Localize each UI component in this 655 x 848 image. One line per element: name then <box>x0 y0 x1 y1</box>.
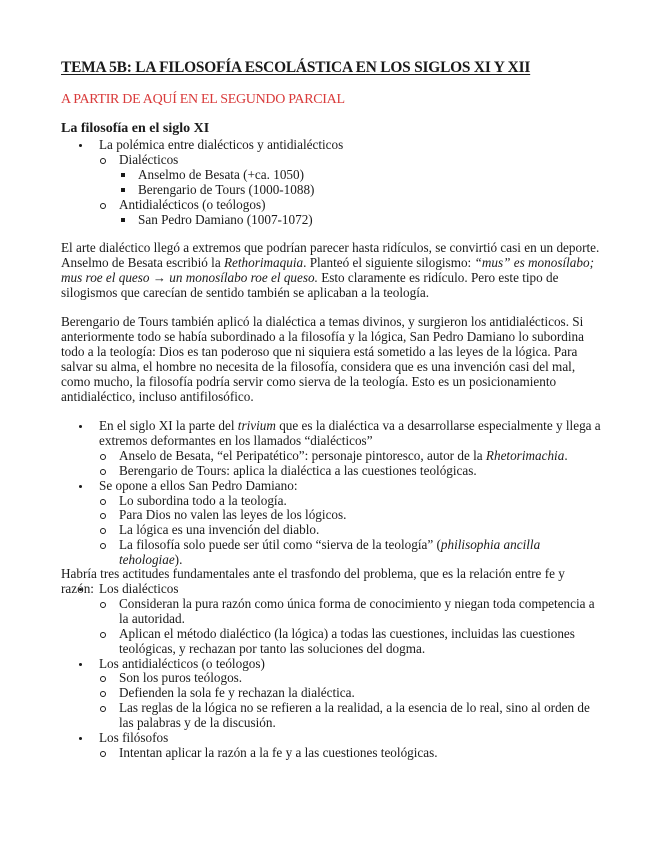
list-item-text: San Pedro Damiano (1007-1072) <box>138 211 313 227</box>
list-item <box>61 213 601 228</box>
italic-text: philisophia ancilla tehologiae <box>119 537 541 568</box>
list-item-text: Defienden la sola fe y rechazan la dialéctica. <box>119 685 355 701</box>
list-item <box>61 582 601 597</box>
list-item <box>61 731 601 746</box>
list-item <box>61 138 601 153</box>
paragraph-2: Berengario de Tours también aplicó la dialéctica a temas divinos, y surgieron los antidialécticos. Si anteriormente todo se había subordinado a la filosofía y la lógica, San Pedro Damiano lo subordina todo a la teología: Dios es tan poderoso que ni siquiera está sometido a las leyes de la lógica. Para salvar su alma, el hombre no necesita de la filosofía, considera que es una invención casi del mal, como mucho, la filosofía podría servir como sierva de la teología. Esto es un posicionamiento antidialéctico, incluso antifilosófico. <box>61 314 584 404</box>
paragraph-3: Habría tres actitudes fundamentales ante el trasfondo del problema, que es la relación entre fe y razón: <box>61 566 565 596</box>
list-item <box>61 183 601 198</box>
list-item-text: Para Dios no valen las leyes de los lógicos. <box>119 507 347 523</box>
list-item <box>61 168 601 183</box>
list-item <box>61 419 601 449</box>
list-item-text: Intentan aplicar la razón a la fe y a las cuestiones teológicas. <box>119 744 438 760</box>
list-item-text: La polémica entre dialécticos y antidialécticos <box>99 137 344 152</box>
list-item-text: La lógica es una invención del diablo. <box>119 522 320 538</box>
list-item <box>61 523 601 538</box>
section-heading: La filosofía en el siglo XI <box>61 121 210 136</box>
list-item-text: Berengario de Tours: aplica la dialéctica a las cuestiones teológicas. <box>119 462 477 478</box>
italic-text: trivium <box>237 418 276 433</box>
outline-list <box>61 138 601 227</box>
list-item <box>61 597 601 627</box>
document-title: TEMA 5B: LA FILOSOFÍA ESCOLÁSTICA EN LOS SIGLOS XI Y XII <box>61 59 531 76</box>
list-item-text: Lo subordina todo a la teología. <box>119 492 287 508</box>
list-item <box>61 153 601 168</box>
document-subtitle: A PARTIR DE AQUÍ EN EL SEGUNDO PARCIAL <box>61 92 345 107</box>
list-item <box>61 494 601 509</box>
list-actitudes <box>61 582 601 761</box>
text: ). <box>174 552 183 568</box>
text: Esto claramente es ridículo. Pero este tipo de silogismos que carecían de sentido también se aplicaban a la teología. <box>61 269 559 300</box>
list-item-text: Aplican el método dialéctico (la lógica) a todas las cuestiones, incluidas las cuestiones teológicas, y rechazan por tanto las soluciones del dogma. <box>119 625 575 656</box>
text: Anselo de Besata, “el Peripatético”: personaje pintoresco, autor de la <box>119 447 486 463</box>
list-item <box>61 701 601 731</box>
list-item-text: Se opone a ellos San Pedro Damiano: <box>99 477 298 493</box>
list-item <box>61 198 601 213</box>
list-item <box>61 538 601 568</box>
text: . <box>564 447 568 463</box>
list-item <box>61 686 601 701</box>
list-item <box>61 449 601 464</box>
text: El arte dialéctico llegó a extremos que podrían parecer hasta ridículos, se convirtió casi en un deporte. Anselmo de Besata escribió la <box>61 240 600 270</box>
list-item-text <box>99 418 601 448</box>
list-item-text: Los filósofos <box>99 730 169 746</box>
list-item-text: Antidialécticos (o teólogos) <box>119 196 266 212</box>
list-item <box>61 671 601 686</box>
list-item <box>61 464 601 479</box>
list-item <box>61 479 601 494</box>
list-item-text: Dialécticos <box>119 151 179 167</box>
text: . Planteó el siguiente silogismo: <box>303 254 475 270</box>
list-item-text: Los antidialécticos (o teólogos) <box>99 655 265 671</box>
list-item <box>61 657 601 672</box>
list-item-text: Anselmo de Besata (+ca. 1050) <box>138 166 305 182</box>
list-item-text <box>119 537 540 567</box>
list-item <box>61 627 601 657</box>
list-item-text: Consideran la pura razón como única forma de conocimiento y niegan toda competencia a la autoridad. <box>119 595 595 626</box>
list-item <box>61 746 601 761</box>
italic-text: “mus” es monosílabo; mus roe el queso → un monosílabo roe el queso. <box>61 254 594 285</box>
list-item-text <box>119 448 568 463</box>
list-item-text: Son los puros teólogos. <box>119 670 243 686</box>
list-siglo-xi <box>61 419 601 568</box>
text: En el siglo XI la parte del <box>99 418 238 433</box>
italic-text: Rethorimaquia <box>223 254 304 270</box>
list-item <box>61 508 601 523</box>
paragraph-1 <box>61 241 601 301</box>
italic-text: Rhetorimachia <box>485 447 565 463</box>
text: La filosofía solo puede ser útil como “sierva de la teología” ( <box>119 537 441 553</box>
list-item-text: Berengario de Tours (1000-1088) <box>138 181 315 197</box>
list-item-text: Los dialécticos <box>99 581 179 596</box>
list-item-text: Las reglas de la lógica no se refieren a la realidad, a la esencia de lo real, sino al orden de las palabras y de la discusión. <box>119 700 590 731</box>
text: que es la dialéctica va a desarrollarse especialmente y llega a extremos deformantes en los llamados “dialécticos” <box>99 418 601 448</box>
